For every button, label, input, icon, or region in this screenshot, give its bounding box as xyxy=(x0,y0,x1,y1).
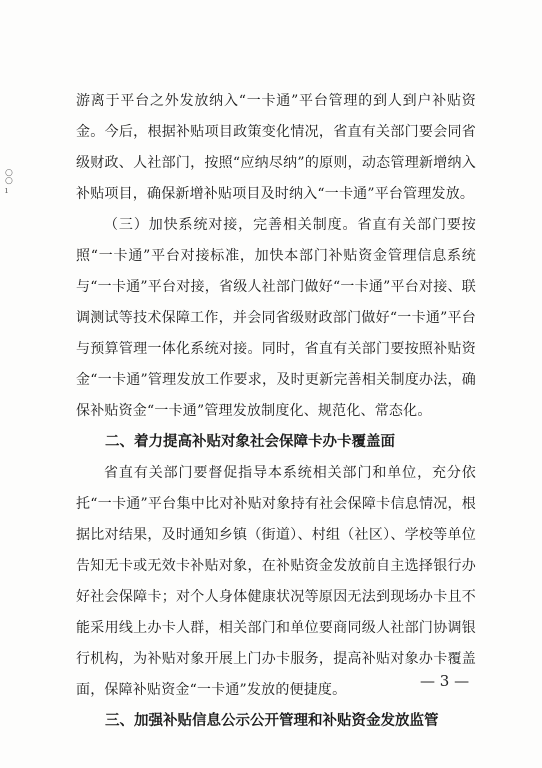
binding-hole-mark: ○ xyxy=(5,176,13,186)
page-number: — 3 — xyxy=(420,672,470,690)
paragraph-card-coverage: 省直有关部门要督促指导本系统相关部门和单位，充分依托“一卡通”平台集中比对补贴对象持有社会保障卡信息情况，根据比对结果，及时通知乡镇（街道）、村组（社区）、学校等单位告知无卡或无效卡补贴对象，在补贴资金发放前自主选择银行办好社会保障卡；对个人身体健康状况等原因无法到现场办卡且不能采用线上办卡人群，相关部门和单位要商同级人社部门协调银行机构，为补贴对象开展上门办卡服务，提高补贴对象办卡覆盖面，保障补贴资金“一卡通”发放的便捷度。 xyxy=(76,465,476,698)
section-heading-two: 二、着力提高补贴对象社会保障卡办卡覆盖面 xyxy=(105,434,395,450)
paragraph-system-integration: （三）加快系统对接，完善相关制度。省直有关部门要按照“一卡通”平台对接标准，加快本部门补贴资金管理信息系统与“一卡通”平台对接，省级人社部门做好“一卡通”平台对接、联调测试等技术保障工作，并会同省级财政部门做好“一卡通”平台与预算管理一体化系统对接。同时，省直有关部门要按照补贴资金“一卡通”管理发放工作要求，及时更新完善相关制度办法，确保补贴资金“一卡通”管理发放制度化、规范化、常态化。 xyxy=(76,217,476,419)
paragraph-continuation: 游离于平台之外发放纳入“一卡通”平台管理的到人到户补贴资金。今后，根据补贴项目政策变化情况，省直有关部门要会同省级财政、人社部门，按照“应纳尽纳”的原则，动态管理新增纳入补贴项目，确保新增补贴项目及时纳入“一卡通”平台管理发放。 xyxy=(76,93,476,202)
binding-hole-mark: ○ xyxy=(5,168,13,178)
document-body xyxy=(76,86,476,737)
section-heading-three: 三、加强补贴信息公示公开管理和补贴资金发放监管 xyxy=(105,713,439,729)
binding-hole-mark: ı xyxy=(5,186,8,196)
